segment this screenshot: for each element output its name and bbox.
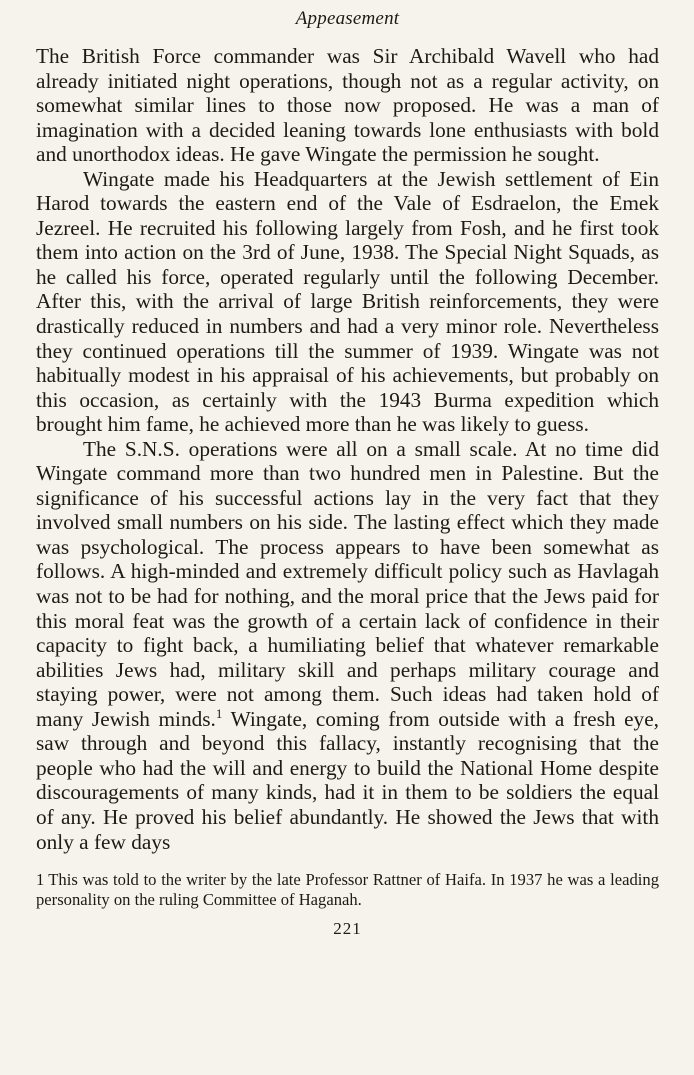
body-text <box>36 44 659 854</box>
paragraph-1: The British Force commander was Sir Archibald Wavell who had already initiated night operations, though not as a regular activity, on somewhat similar lines to those now proposed. He was a man of imagination with a decided leaning towards lone enthusiasts with bold and unorthodox ideas. He gave Wingate the permission he sought. <box>36 44 659 167</box>
footnote-number: 1 <box>36 870 45 890</box>
paragraph-3-text-before-note: The S.N.S. operations were all on a small scale. At no time did Wingate command more than two hundred men in Palestine. But the significance of his successful actions lay in the very fact that they involved small numbers on his side. The lasting effect which they made was psychological. The process appears to have been somewhat as follows. A high-minded and extremely difficult policy such as Havlagah was not to be had for nothing, and the moral price that the Jews paid for this moral feat was the growth of a certain lack of confidence in their capacity to fight back, a humiliating belief that whatever remarkable abilities Jews had, military skill and perhaps military courage and staying power, were not among them. Such ideas had taken hold of many Jewish minds. <box>36 436 659 731</box>
footnote-text: This was told to the writer by the late Professor Rattner of Haifa. In 1937 he was a leading personality on the ruling Committee of Haganah. <box>36 870 659 910</box>
running-head: Appeasement <box>295 8 400 29</box>
paragraph-2: Wingate made his Headquarters at the Jewish settlement of Ein Harod towards the eastern end of the Vale of Esdraelon, the Emek Jezreel. He recruited his following largely from Fosh, and he first took them into action on the 3rd of June, 1938. The Special Night Squads, as he called his force, operated regularly until the following December. After this, with the arrival of large British reinforcements, they were drastically reduced in numbers and had a very minor role. Nevertheless they continued operations till the summer of 1939. Wingate was not habitually modest in his appraisal of his achievements, but probably on this occasion, as certainly with the 1943 Burma expedition which brought him fame, he achieved more than he was likely to guess. <box>36 166 659 437</box>
footnote-reference: 1 <box>215 705 223 721</box>
paragraph-3-text-after-note: Wingate, coming from outside with a fresh eye, saw through and beyond this fallacy, instantly recognising that the people who had the will and energy to build the National Home despite discouragements of many kinds, had it in them to be soldiers the equal of any. He proved his belief abundantly. He showed the Jews that with only a few days <box>36 706 659 854</box>
paragraph-3 <box>36 437 659 854</box>
page-number: 221 <box>333 919 362 939</box>
footnote <box>36 870 659 910</box>
